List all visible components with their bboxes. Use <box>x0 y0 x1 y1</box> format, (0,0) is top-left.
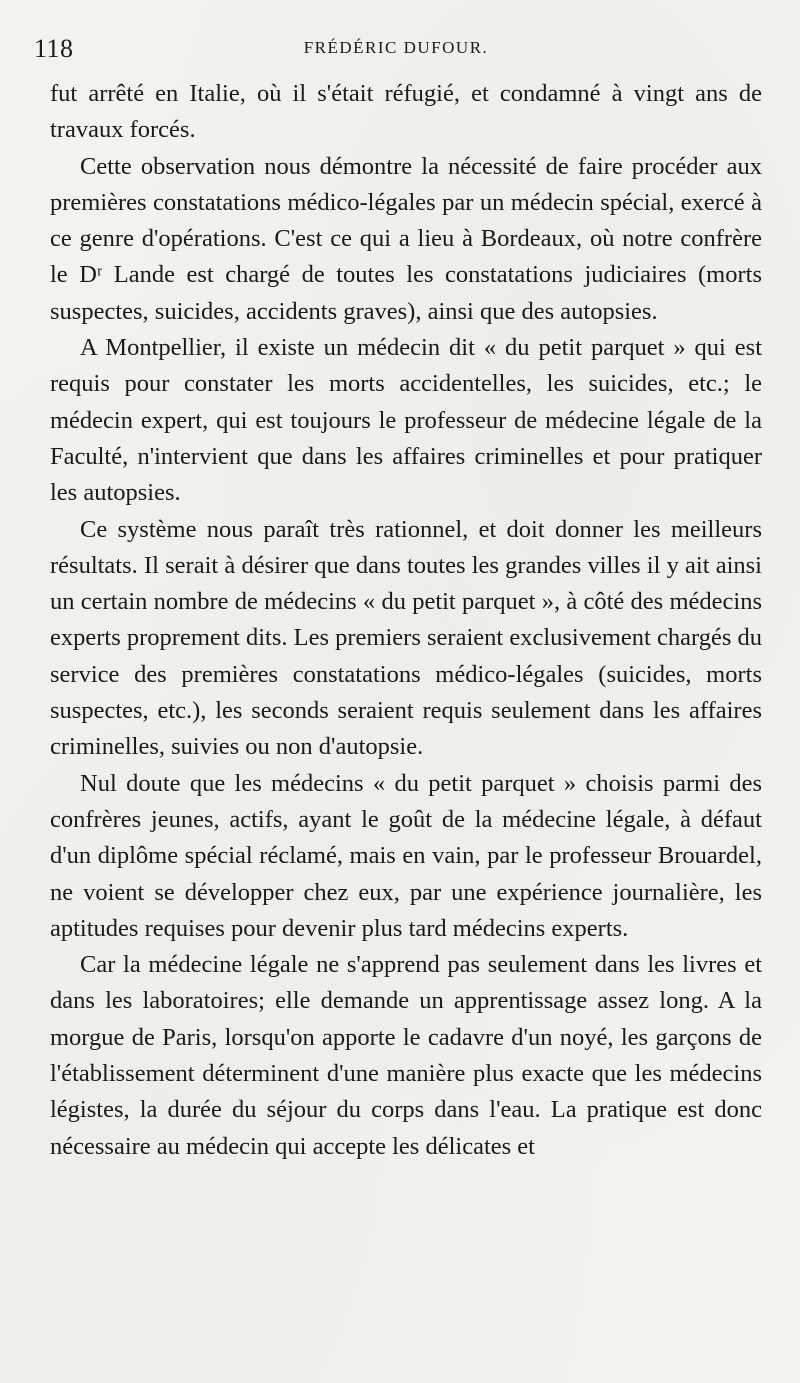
body-text <box>50 76 762 1165</box>
paragraph: A Montpellier, il existe un médecin dit « du petit parquet » qui est requis pour constater les morts accidentelles, les suicides, etc.; le médecin expert, qui est toujours le professeur de médecine légale de la Faculté, n'intervient que dans les affaires criminelles et pour pratiquer les autopsies. <box>50 334 762 507</box>
paragraph: Nul doute que les médecins « du petit parquet » choisis parmi des confrères jeunes, actifs, ayant le goût de la médecine légale, à défaut d'un diplôme spécial réclamé, mais en vain, par le professeur Brouardel, ne voient se développer chez eux, par une expérience journalière, les aptitudes requises pour devenir plus tard médecins experts. <box>50 769 762 942</box>
page-number: 118 <box>34 34 74 63</box>
paragraph: Ce système nous paraît très rationnel, et doit donner les meilleurs résultats. Il serait à désirer que dans toutes les grandes villes il y ait ainsi un certain nombre de médecins « du petit parquet », à côté des médecins experts proprement dits. Les premiers seraient exclusivement chargés du service des premières constatations médico-légales (suicides, morts suspectes, etc.), les seconds seraient requis seulement dans les affaires criminelles, suivies ou non d'autopsie. <box>50 515 762 761</box>
paragraph: Car la médecine légale ne s'apprend pas seulement dans les livres et dans les laboratoires; elle demande un apprentissage assez long. A la morgue de Paris, lorsqu'on apporte le cadavre d'un noyé, les garçons de l'établissement déterminent d'une manière plus exacte que les médecins légistes, la durée du séjour du corps dans l'eau. La pratique est donc nécessaire au médecin qui accepte les délicates et <box>50 951 762 1160</box>
page-header <box>32 28 760 72</box>
paragraph: Cette observation nous démontre la nécessité de faire procéder aux premières constatations médico-légales par un médecin spécial, exercé à ce genre d'opérations. C'est ce qui a lieu à Bordeaux, où notre confrère le Dʳ Lande est chargé de toutes les constatations judiciaires (morts suspectes, suicides, accidents graves), ainsi que des autopsies. <box>50 152 762 325</box>
running-title: FRÉDÉRIC DUFOUR. <box>303 38 489 57</box>
paragraph-continuation: fut arrêté en Italie, où il s'était réfugié, et condamné à vingt ans de travaux forcés. <box>50 80 762 144</box>
